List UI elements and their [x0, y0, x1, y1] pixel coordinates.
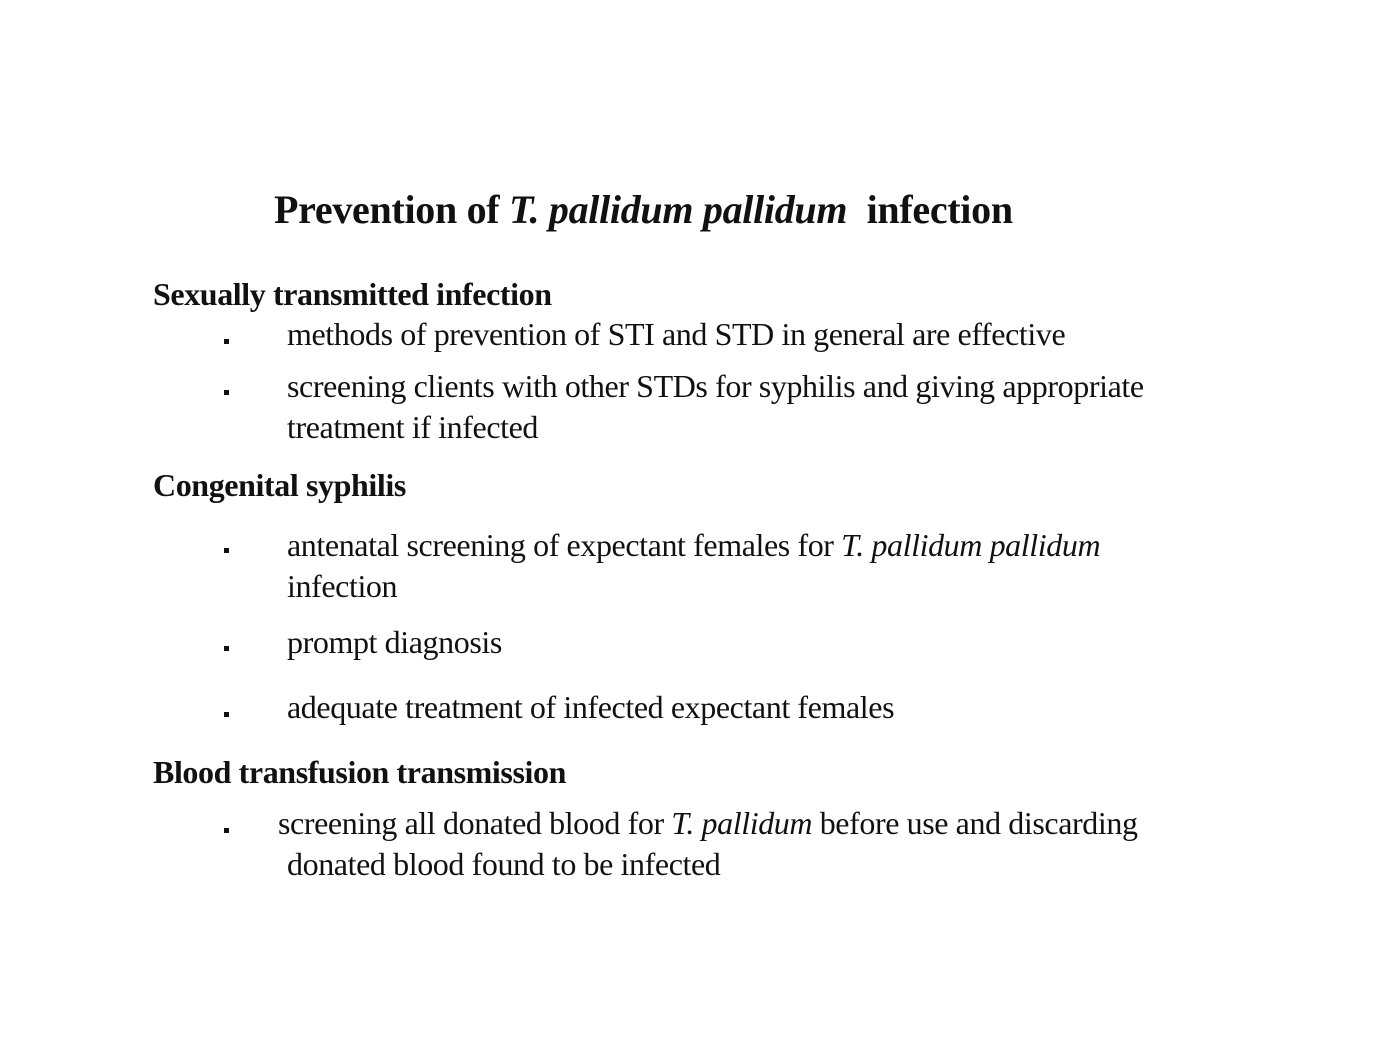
heading-blood-transfusion: Blood transfusion transmission: [153, 754, 566, 790]
list-item-sti-2: [287, 366, 1144, 448]
list-item-text: adequate treatment of infected expectant females: [287, 689, 895, 725]
list-item-text-continued: donated blood found to be infected: [287, 846, 721, 882]
title-text-italic: T. pallidum pallidum: [509, 187, 848, 232]
list-item-sti-1: [287, 314, 1065, 355]
bullet-marker: [224, 712, 232, 720]
title-text-pre: Prevention of: [274, 187, 510, 232]
title-text-post: infection: [847, 187, 1013, 232]
list-item-text-post: before use and discarding: [812, 805, 1138, 841]
bullet-marker: [224, 646, 232, 654]
list-item-congenital-1: [287, 525, 1100, 607]
list-item-text-italic: T. pallidum pallidum: [841, 527, 1101, 563]
bullet-marker: [224, 339, 232, 347]
list-item-text-continued: infection: [287, 568, 398, 604]
list-item-blood-1: [278, 803, 1138, 885]
list-item-text: screening clients with other STDs for syphilis and giving appropriate: [287, 368, 1144, 404]
list-item-text: antenatal screening of expectant females for: [287, 527, 842, 563]
bullet-marker: [224, 548, 232, 556]
list-item-text-continued: treatment if infected: [287, 409, 539, 445]
list-item-congenital-2: [287, 622, 502, 663]
slide-title: [274, 186, 1013, 233]
list-item-text: prompt diagnosis: [287, 624, 502, 660]
bullet-marker: [224, 828, 232, 836]
list-item-congenital-3: [287, 687, 894, 728]
list-item-text: methods of prevention of STI and STD in general are effective: [287, 316, 1066, 352]
heading-congenital-syphilis: Congenital syphilis: [153, 467, 406, 503]
bullet-marker: [224, 390, 232, 398]
heading-sexually-transmitted: Sexually transmitted infection: [153, 276, 552, 312]
list-item-text-italic: T. pallidum: [671, 805, 813, 841]
list-item-text: screening all donated blood for: [278, 805, 672, 841]
